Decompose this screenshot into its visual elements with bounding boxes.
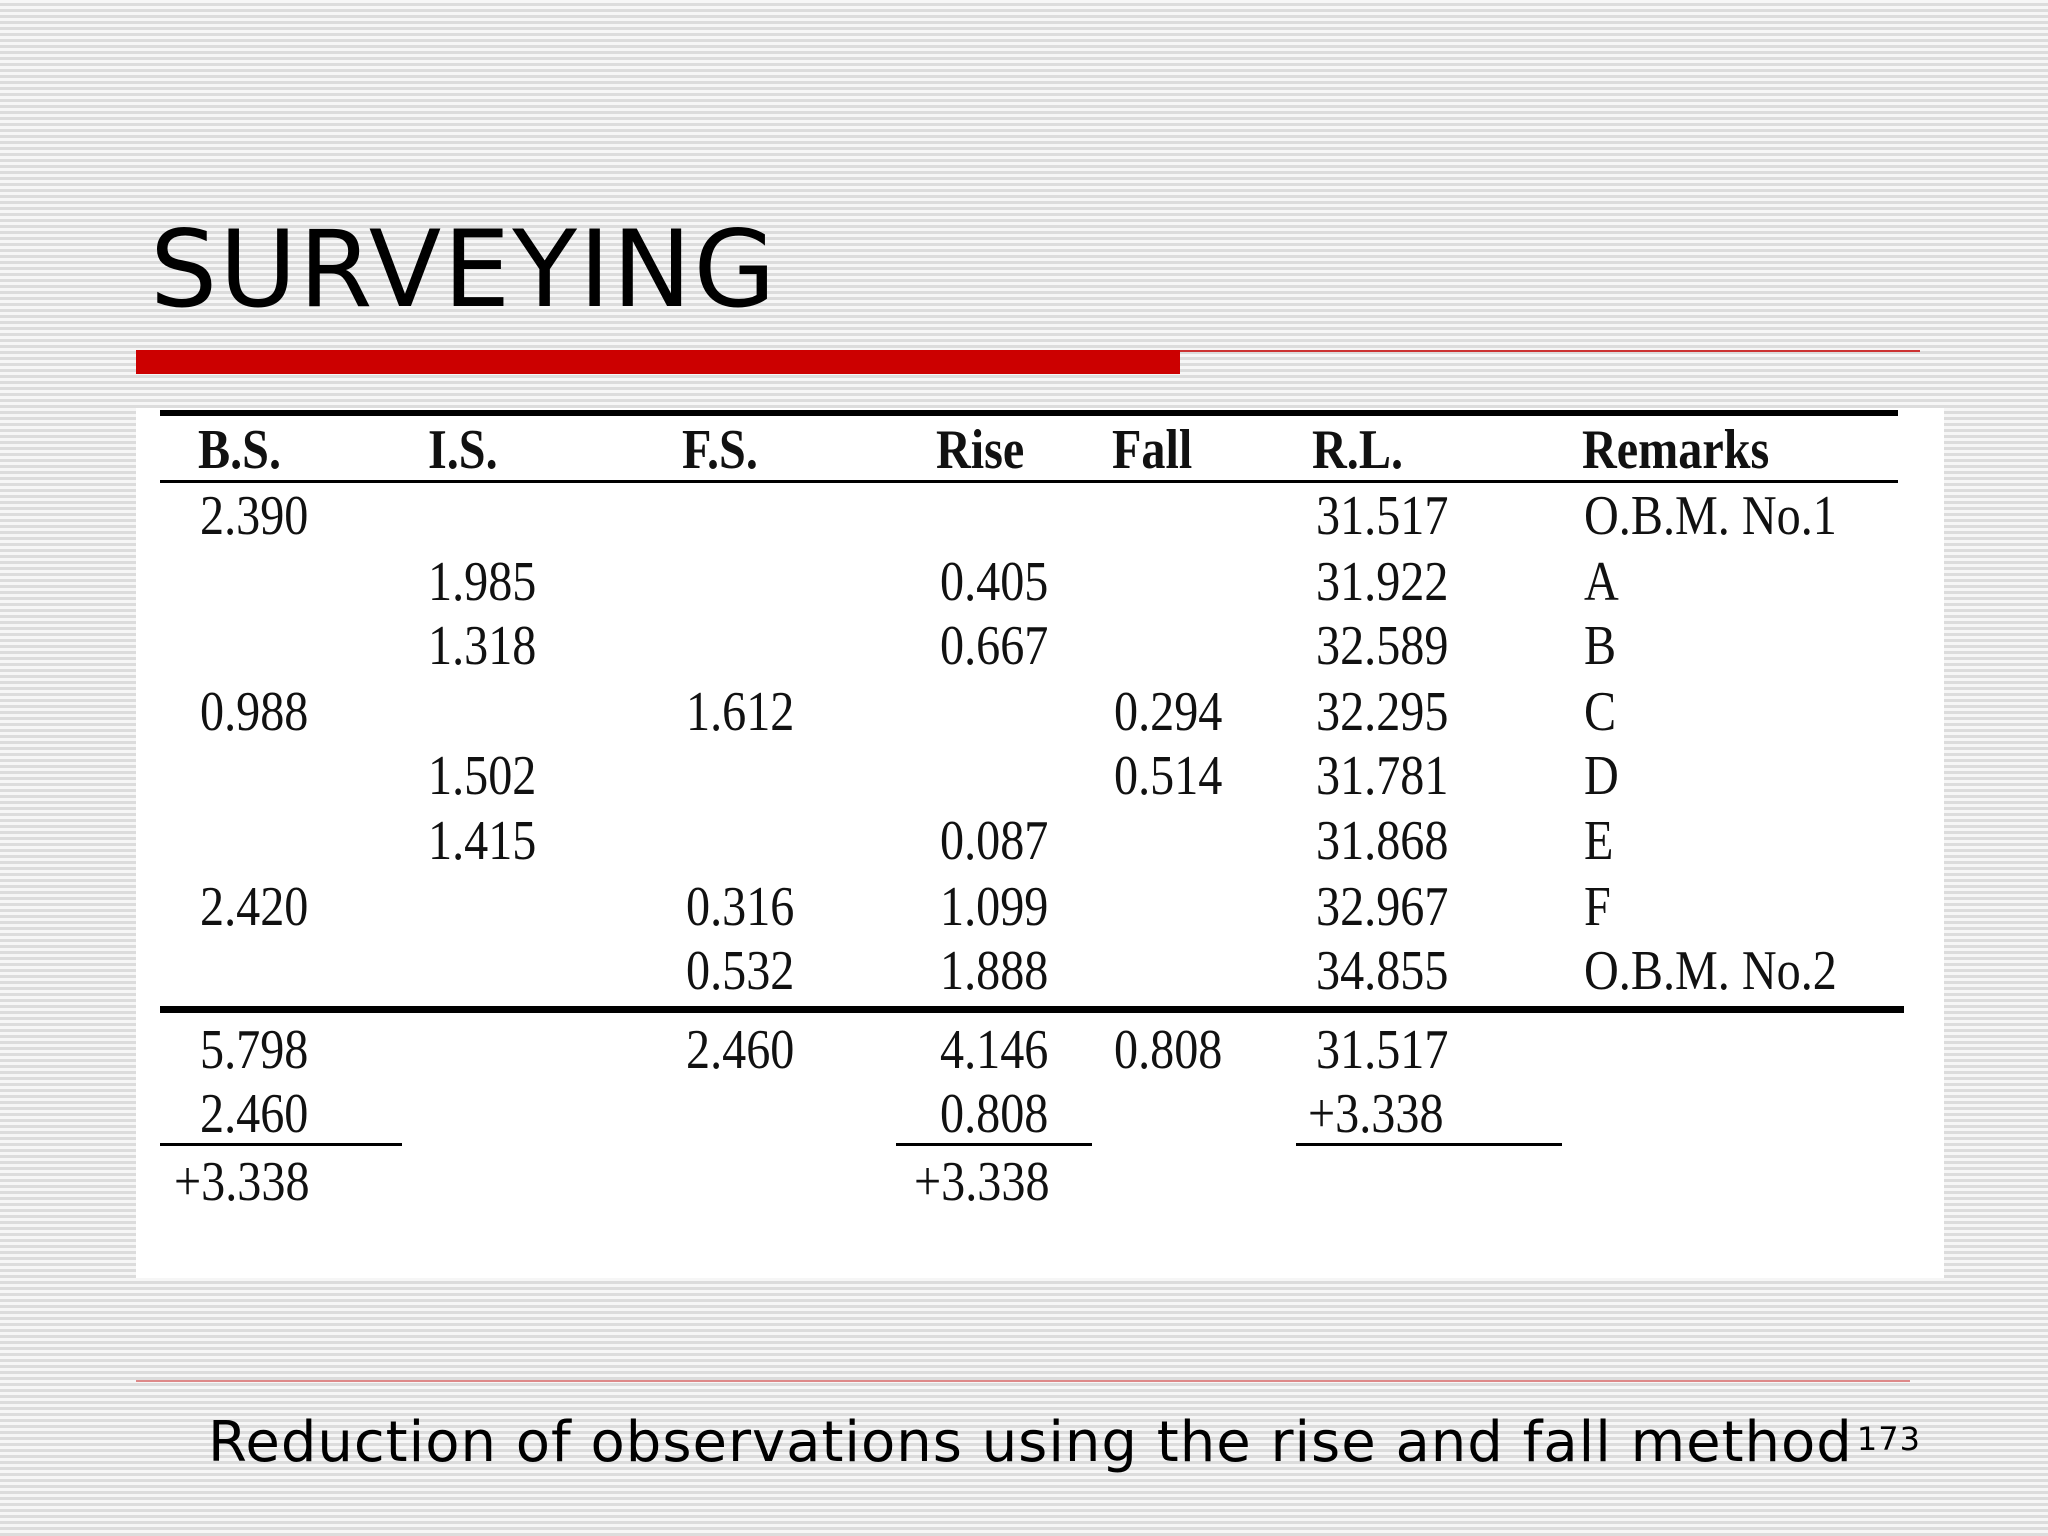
table-cell-rl: 34.855 — [1316, 940, 1449, 1002]
slide-title: SURVEYING — [150, 208, 778, 331]
total-cell-rise: +3.338 — [914, 1151, 1050, 1213]
column-header-rl: R.L. — [1312, 419, 1403, 481]
total-cell-bs: 2.460 — [200, 1083, 309, 1145]
slide-caption — [208, 1408, 1921, 1478]
table-cell-rl: 32.967 — [1316, 876, 1449, 938]
page-number: 173 — [1856, 1420, 1921, 1458]
table-cell-fs: 0.532 — [686, 940, 795, 1002]
table-cell-rl: 31.922 — [1316, 551, 1449, 613]
table-top-rule — [160, 410, 1898, 416]
table-cell-remarks: D — [1584, 745, 1619, 807]
column-header-is: I.S. — [428, 419, 498, 481]
total-cell-rise: 0.808 — [940, 1083, 1049, 1145]
table-cell-remarks: C — [1584, 681, 1617, 743]
table-cell-remarks: O.B.M. No.1 — [1584, 485, 1837, 547]
table-cell-fs: 0.316 — [686, 876, 795, 938]
total-cell-rise: 4.146 — [940, 1019, 1049, 1081]
table-cell-rl: 31.781 — [1316, 745, 1449, 807]
total-cell-fs: 2.460 — [686, 1019, 795, 1081]
table-cell-is: 1.985 — [428, 551, 537, 613]
column-header-fall: Fall — [1112, 419, 1193, 481]
total-cell-fall: 0.808 — [1114, 1019, 1223, 1081]
table-cell-rise: 0.087 — [940, 810, 1049, 872]
footer-rule — [136, 1380, 1910, 1382]
column-header-bs: B.S. — [198, 419, 281, 481]
table-cell-rise: 0.405 — [940, 551, 1049, 613]
column-header-remarks: Remarks — [1582, 419, 1770, 481]
totals-rule — [160, 1006, 1904, 1013]
table-cell-bs: 0.988 — [200, 681, 309, 743]
column-header-fs: F.S. — [682, 419, 758, 481]
table-cell-is: 1.318 — [428, 615, 537, 677]
table-cell-fall: 0.514 — [1114, 745, 1223, 807]
table-cell-remarks: O.B.M. No.2 — [1584, 940, 1837, 1002]
table-cell-remarks: E — [1584, 810, 1614, 872]
table-cell-fs: 1.612 — [686, 681, 795, 743]
table-cell-rise: 0.667 — [940, 615, 1049, 677]
table-cell-remarks: B — [1584, 615, 1617, 677]
table-cell-rl: 31.517 — [1316, 485, 1449, 547]
total-cell-rl: 31.517 — [1316, 1019, 1449, 1081]
total-cell-bs: +3.338 — [174, 1151, 310, 1213]
table-cell-bs: 2.420 — [200, 876, 309, 938]
table-cell-rl: 32.589 — [1316, 615, 1449, 677]
title-accent-bar — [136, 350, 1180, 374]
table-cell-rise: 1.099 — [940, 876, 1049, 938]
levelling-table — [136, 408, 1944, 1278]
table-cell-remarks: F — [1584, 876, 1611, 938]
caption-text: Reduction of observations using the rise and fall method — [208, 1410, 1853, 1475]
table-cell-rise: 1.888 — [940, 940, 1049, 1002]
table-cell-is: 1.415 — [428, 810, 537, 872]
table-cell-rl: 31.868 — [1316, 810, 1449, 872]
table-cell-remarks: A — [1584, 551, 1619, 613]
table-cell-bs: 2.390 — [200, 485, 309, 547]
total-cell-bs: 5.798 — [200, 1019, 309, 1081]
column-header-rise: Rise — [936, 419, 1025, 481]
total-cell-rl: +3.338 — [1308, 1083, 1444, 1145]
table-cell-is: 1.502 — [428, 745, 537, 807]
title-accent-line — [1180, 350, 1920, 352]
table-cell-fall: 0.294 — [1114, 681, 1223, 743]
table-cell-rl: 32.295 — [1316, 681, 1449, 743]
